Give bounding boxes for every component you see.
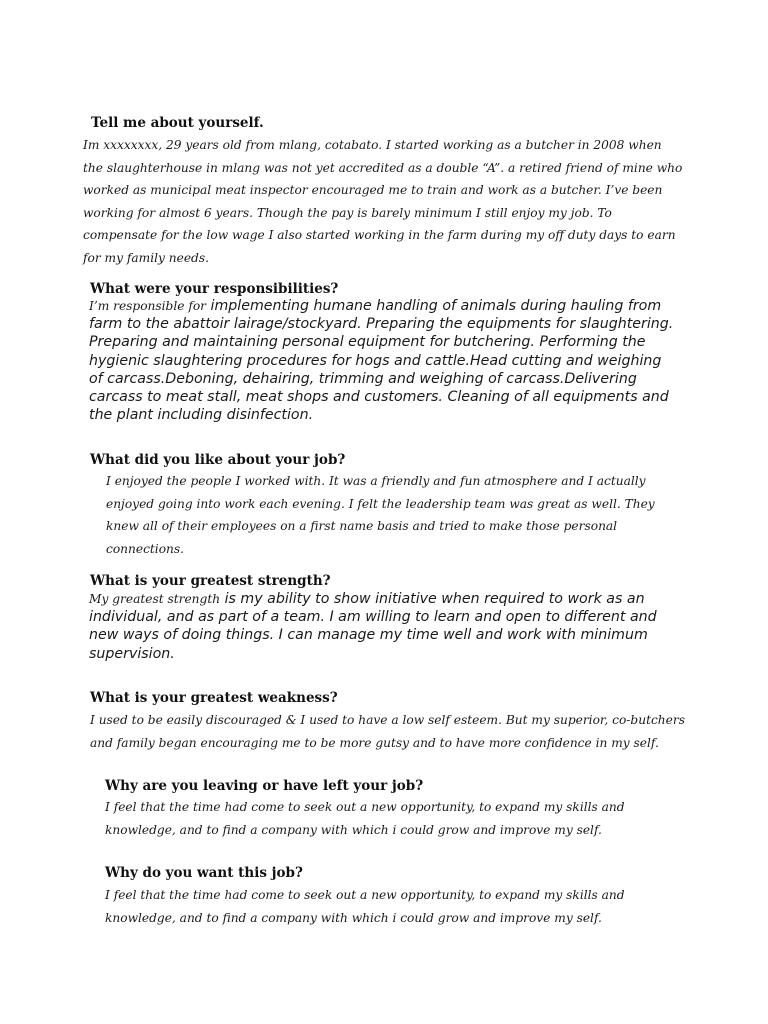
answer-greatest-strength-body: is my ability to show initiative when required to work as an individual, and as part of a team. I am willing to learn and open to different and new ways of doing things. I can manage my time well and work with minimum supervision. [89,591,657,662]
answer-greatest-strength [89,590,679,663]
answer-tell-me-about-yourself: Im xxxxxxxx, 29 years old from mlang, cotabato. I started working as a butcher in 2008 when the slaughterhouse in mlang was not yet accredited as a double “A”. a retired friend of mine who worked as municipal meat inspector encouraged me to train and work as a butcher. I’ve been working for almost 6 years. Though the pay is barely minimum I still enjoy my job. To compensate for the low wage I also started working in the farm during my off duty days to earn for my family needs. [83,138,683,265]
answer-responsibilities [89,297,679,424]
answer-leaving-job: I feel that the time had come to seek out a new opportunity, to expand my skills and knowledge, and to find a company with which i could grow and improve my self. [105,800,625,837]
answer-like-about-job: I enjoyed the people I worked with. It was a friendly and fun atmosphere and I actually enjoyed going into work each evening. I felt the leadership team was great as well. They knew all of their employees on a first name basis and tried to make those personal connections. [106,474,655,556]
question-responsibilities: What were your responsibilities? [90,281,339,297]
question-like-about-job: What did you like about your job? [90,452,346,468]
answer-want-this-job: I feel that the time had come to seek out a new opportunity, to expand my skills and knowledge, and to find a company with which i could grow and improve my self. [105,888,625,925]
question-greatest-weakness: What is your greatest weakness? [90,690,338,706]
answer-responsibilities-body: implementing humane handling of animals during hauling from farm to the abattoir lairage/stockyard. Preparing the equipments for slaughtering. Preparing and maintaining personal equipment for butchering. Performing the hygienic slaughtering procedures for hogs and cattle.Head cutting and weighing of carcass.Deboning, dehairing, trimming and weighing of carcass.Delivering carcass to meat stall, meat shops and customers. Cleaning of all equipments and the plant including disinfection. [89,298,674,424]
question-tell-me-about-yourself: Tell me about yourself. [91,115,264,131]
question-leaving-job: Why are you leaving or have left your job? [105,778,424,794]
answer-responsibilities-lead: I’m responsible for [89,299,207,313]
question-greatest-strength: What is your greatest strength? [90,573,331,589]
question-want-this-job: Why do you want this job? [105,865,303,881]
answer-greatest-strength-lead: My greatest strength [89,592,221,606]
answer-greatest-weakness: I used to be easily discouraged & I used to have a low self esteem. But my superior, co-butchers and family began encouraging me to be more gutsy and to have more confidence in my self. [90,713,685,750]
